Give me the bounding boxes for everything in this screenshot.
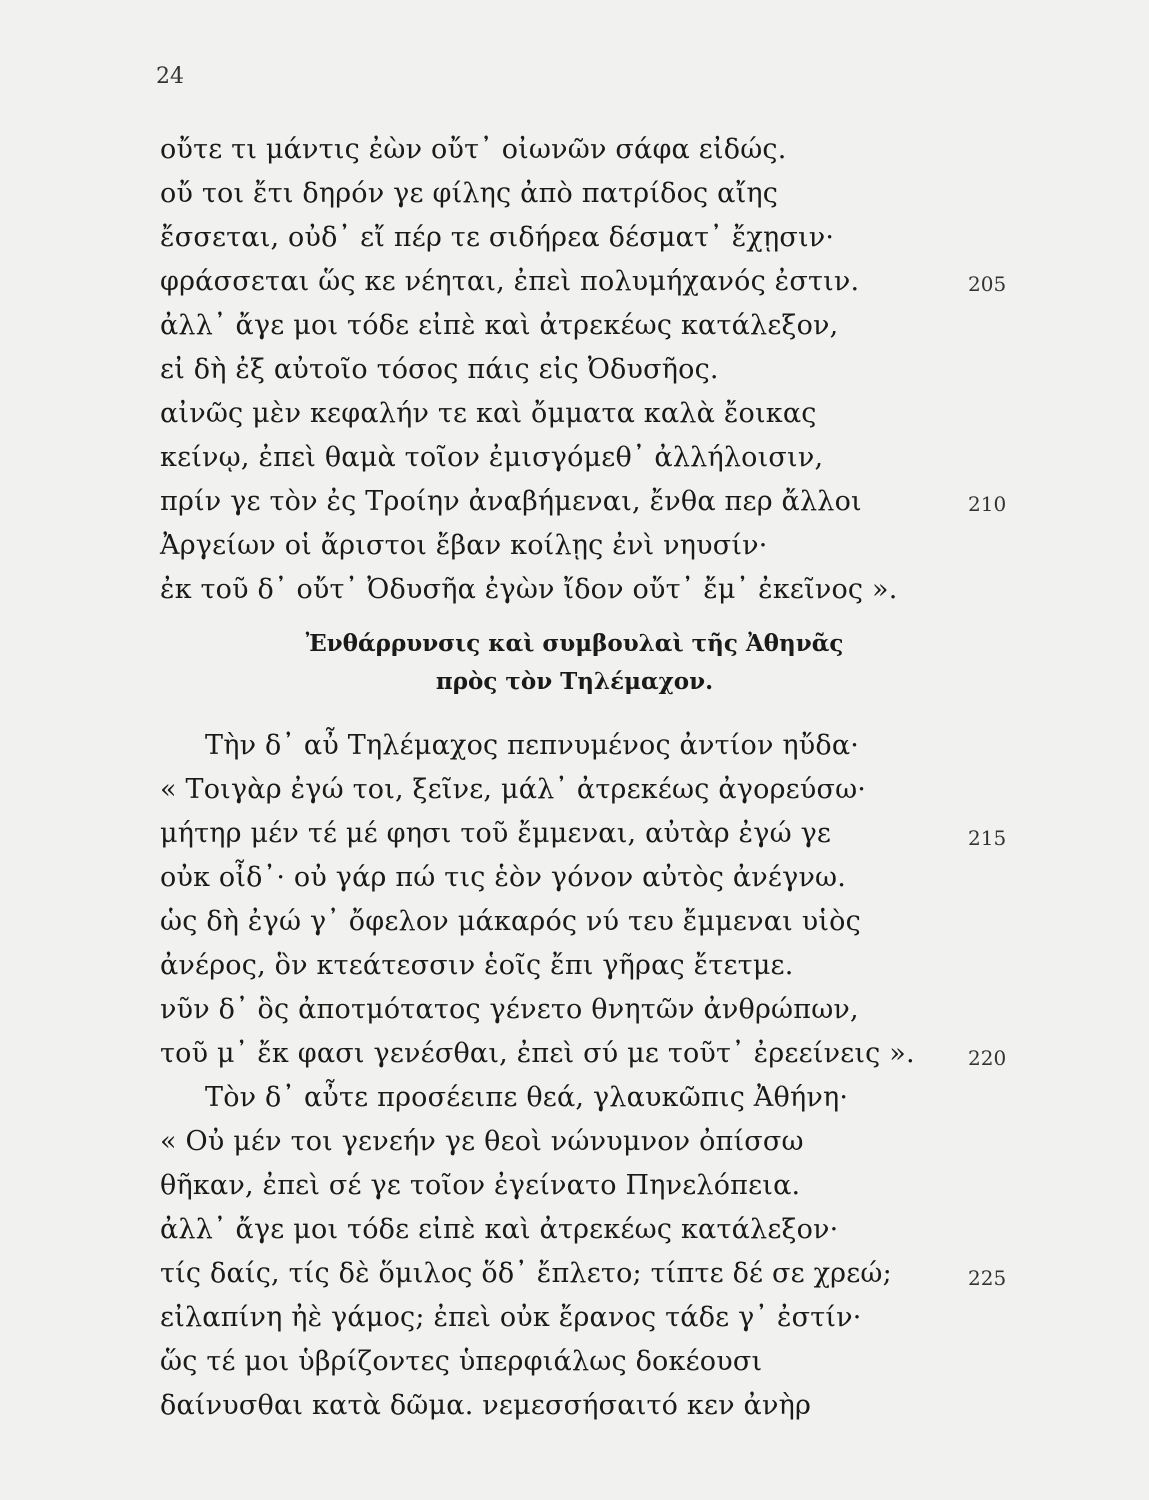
page-number: 24 — [156, 64, 184, 89]
verse-line: Ἀργείων οἱ ἄριστοι ἔβαν κοίλῃς ἐνὶ νηυσίν· — [160, 530, 768, 561]
verse-line: Τὸν δ᾽ αὖτε προσέειπε θεά, γλαυκῶπις Ἀθήνη· — [205, 1082, 849, 1113]
line-number: 225 — [968, 1266, 1007, 1290]
verse-line: « Οὐ μέν τοι γενεήν γε θεοὶ νώνυμνον ὀπίσσω — [160, 1126, 804, 1157]
verse-line: « Τοιγὰρ ἐγώ τοι, ξεῖνε, μάλ᾽ ἀτρεκέως ἀγορεύσω· — [160, 774, 867, 805]
verse-line: ὡς δὴ ἐγώ γ᾽ ὄφελον μάκαρός νύ τευ ἔμμεναι υἱὸς — [160, 906, 861, 937]
verse-line: θῆκαν, ἐπεὶ σέ γε τοῖον ἐγείνατο Πηνελόπεια. — [160, 1170, 801, 1201]
verse-line: οὔ τοι ἔτι δηρόν γε φίλης ἀπὸ πατρίδος αἴης — [160, 178, 779, 209]
verse-line: Τὴν δ᾽ αὖ Τηλέμαχος πεπνυμένος ἀντίον ηὔδα· — [205, 730, 860, 761]
verse-line: ἀλλ᾽ ἄγε μοι τόδε εἰπὲ καὶ ἀτρεκέως κατάλεξον, — [160, 310, 839, 341]
verse-line: ἀλλ᾽ ἄγε μοι τόδε εἰπὲ καὶ ἀτρεκέως κατάλεξον· — [160, 1214, 839, 1245]
verse-line: τοῦ μ᾽ ἔκ φασι γενέσθαι, ἐπεὶ σύ με τοῦτ᾽ ἐρεείνεις ». — [160, 1038, 915, 1069]
verse-line: ὥς τέ μοι ὑβρίζοντες ὑπερφιάλως δοκέουσι — [160, 1346, 763, 1377]
section-heading-line1: Ἐνθάρρυνσις καὶ συμβουλαὶ τῆς Ἀθηνᾶς — [305, 630, 844, 657]
verse-line: ἐκ τοῦ δ᾽ οὔτ᾽ Ὀδυσῆα ἐγὼν ἴδον οὔτ᾽ ἔμ᾽ ἐκεῖνος ». — [160, 574, 898, 605]
verse-line: φράσσεται ὥς κε νέηται, ἐπεὶ πολυμήχανός ἐστιν. — [160, 266, 860, 297]
verse-line: εἰλαπίνη ἠὲ γάμος; ἐπεὶ οὐκ ἔρανος τάδε γ᾽ ἐστίν· — [160, 1302, 862, 1333]
section-heading-line2: πρὸς τὸν Τηλέμαχον. — [435, 668, 714, 695]
verse-line: πρίν γε τὸν ἐς Τροίην ἀναβήμεναι, ἔνθα περ ἄλλοι — [160, 486, 862, 517]
verse-line: εἰ δὴ ἐξ αὐτοῖο τόσος πάις εἰς Ὀδυσῆος. — [160, 354, 719, 385]
line-number: 215 — [968, 826, 1007, 850]
verse-line: νῦν δ᾽ ὃς ἀποτμότατος γένετο θνητῶν ἀνθρώπων, — [160, 994, 859, 1025]
verse-line: οὔτε τι μάντις ἐὼν οὔτ᾽ οἰωνῶν σάφα εἰδώς. — [160, 134, 787, 165]
verse-line: ἔσσεται, οὐδ᾽ εἴ πέρ τε σιδήρεα δέσματ᾽ ἔχῃσιν· — [160, 222, 835, 253]
verse-line: τίς δαίς, τίς δὲ ὅμιλος ὅδ᾽ ἔπλετο; τίπτε δέ σε χρεώ; — [160, 1258, 892, 1289]
verse-line: δαίνυσθαι κατὰ δῶμα. νεμεσσήσαιτό κεν ἀνὴρ — [160, 1390, 812, 1421]
line-number: 210 — [968, 492, 1007, 516]
verse-line: μήτηρ μέν τέ μέ φησι τοῦ ἔμμεναι, αὐτὰρ ἐγώ γε — [160, 818, 832, 849]
verse-line: οὐκ οἶδ᾽· οὐ γάρ πώ τις ἑὸν γόνον αὐτὸς ἀνέγνω. — [160, 862, 847, 893]
line-number: 220 — [968, 1046, 1007, 1070]
verse-line: κείνῳ, ἐπεὶ θαμὰ τοῖον ἐμισγόμεθ᾽ ἀλλήλοισιν, — [160, 442, 824, 473]
line-number: 205 — [968, 272, 1007, 296]
verse-line: ἀνέρος, ὃν κτεάτεσσιν ἑοῖς ἔπι γῆρας ἔτετμε. — [160, 950, 794, 981]
verse-line: αἰνῶς μὲν κεφαλήν τε καὶ ὄμματα καλὰ ἔοικας — [160, 398, 817, 429]
